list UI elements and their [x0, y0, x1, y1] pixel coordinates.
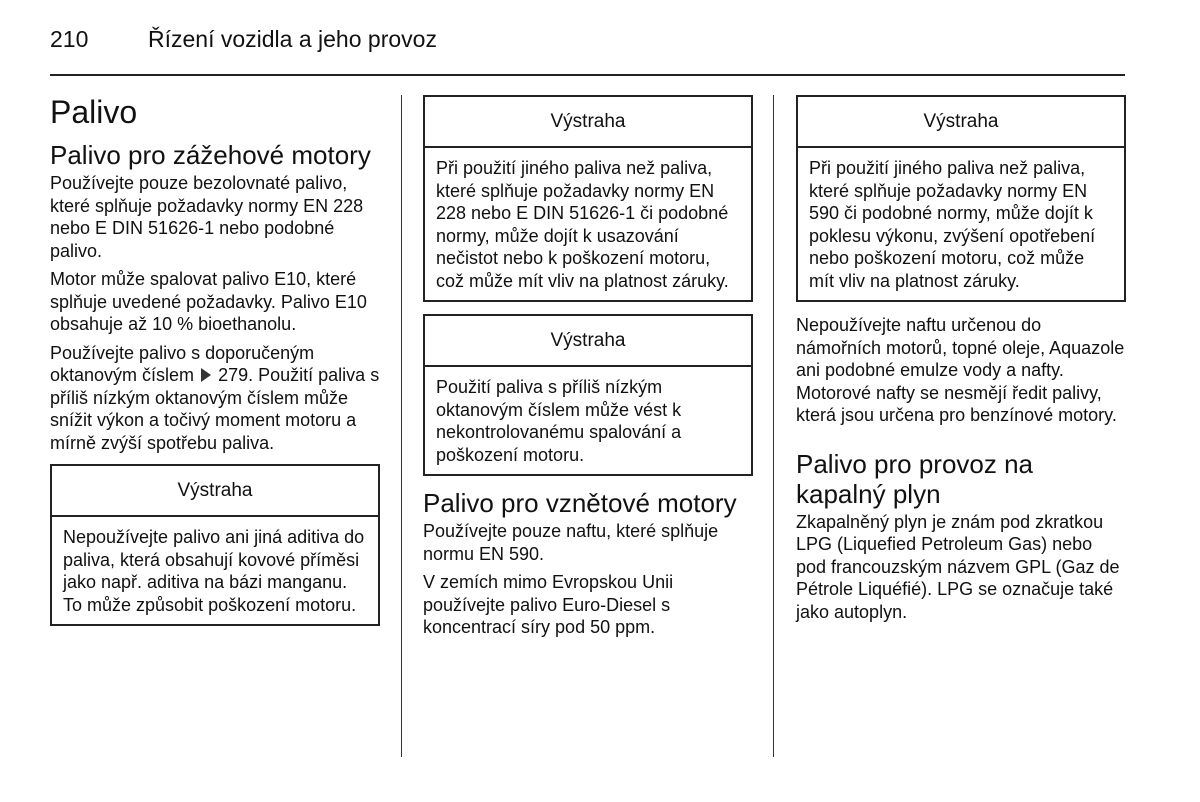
- warning-box: [796, 95, 1126, 302]
- page-reference: 279: [218, 365, 249, 385]
- warning-title: Výstraha: [425, 97, 751, 148]
- paragraph: Používejte pouze naftu, které splňuje normu EN 590.: [423, 521, 719, 564]
- paragraph: Zkapalněný plyn je znám pod zkratkou LPG (Liquefied Petroleum Gas) nebo pod francouzským názvem GPL (Gaz de Pétrole Liquéfié). LPG se označuje také jako autoplyn.: [796, 511, 1120, 622]
- warning-text: Při použití jiného paliva než paliva, které splňuje požadavky normy EN 228 nebo E DIN 51626-1 či podobné normy, může dojít k usazování nečistot nebo k poškození motoru, což může mít vliv na platnost záruky.: [436, 158, 729, 291]
- column-middle: [423, 95, 753, 645]
- column-left: [50, 90, 380, 636]
- page-number: 210: [50, 26, 89, 52]
- warning-title: Výstraha: [425, 316, 751, 367]
- subsection-title: Palivo pro zážehové motory: [50, 140, 371, 170]
- warning-text: Nepoužívejte palivo ani jiná aditiva do paliva, která obsahují kovové příměsi jako např. aditiva na bázi manganu. To může způsobit poškození motoru.: [63, 527, 365, 615]
- warning-title: Výstraha: [798, 97, 1124, 148]
- warning-title: Výstraha: [52, 466, 378, 517]
- warning-text: Při použití jiného paliva než paliva, které splňuje požadavky normy EN 590 či podobné normy, může dojít k poklesu výkonu, zvýšení opotřebení nebo poškození motoru, což může mít vliv na platnost záruky.: [809, 158, 1096, 291]
- warning-text: Použití paliva s příliš nízkým oktanovým číslem může vést k nekontrolovanému spalování a poškození motoru.: [436, 377, 682, 465]
- paragraph-text: . Použití paliva s příliš nízkým oktanovým číslem může snížit výkon a točivý moment motoru a mírně zvýší spotřebu paliva.: [50, 365, 380, 453]
- page-header: [50, 24, 1125, 76]
- paragraph: [50, 342, 380, 455]
- page-reference-arrow-icon: [201, 368, 211, 382]
- section-title: Palivo: [50, 94, 138, 130]
- warning-box: [423, 95, 753, 302]
- column-right: [796, 95, 1126, 629]
- warning-box: [423, 314, 753, 476]
- paragraph: Používejte pouze bezolovnaté palivo, které splňuje požadavky normy EN 228 nebo E DIN 51626-1 nebo podobné palivo.: [50, 173, 364, 261]
- paragraph: Nepoužívejte naftu určenou do námořních motorů, topné oleje, Aquazole ani podobné emulze vody a nafty. Motorové nafty se nesmějí ředit palivy, která jsou určena pro benzínové motory.: [796, 315, 1125, 425]
- paragraph-text: Používejte palivo s doporučeným oktanovým číslem: [50, 342, 315, 385]
- subsection-title: Palivo pro vznětové motory: [423, 488, 737, 518]
- paragraph: V zemích mimo Evropskou Unii používejte palivo Euro-Diesel s koncentrací síry pod 50 ppm.: [423, 572, 674, 637]
- paragraph: Motor může spalovat palivo E10, které splňuje uvedené požadavky. Palivo E10 obsahuje až 10 % bioethanolu.: [50, 269, 367, 334]
- running-title: Řízení vozidla a jeho provoz: [148, 26, 437, 52]
- column-divider: [773, 95, 774, 757]
- subsection-title: Palivo pro provoz na kapalný plyn: [796, 448, 1034, 509]
- column-divider: [401, 95, 402, 757]
- warning-box: [50, 464, 380, 626]
